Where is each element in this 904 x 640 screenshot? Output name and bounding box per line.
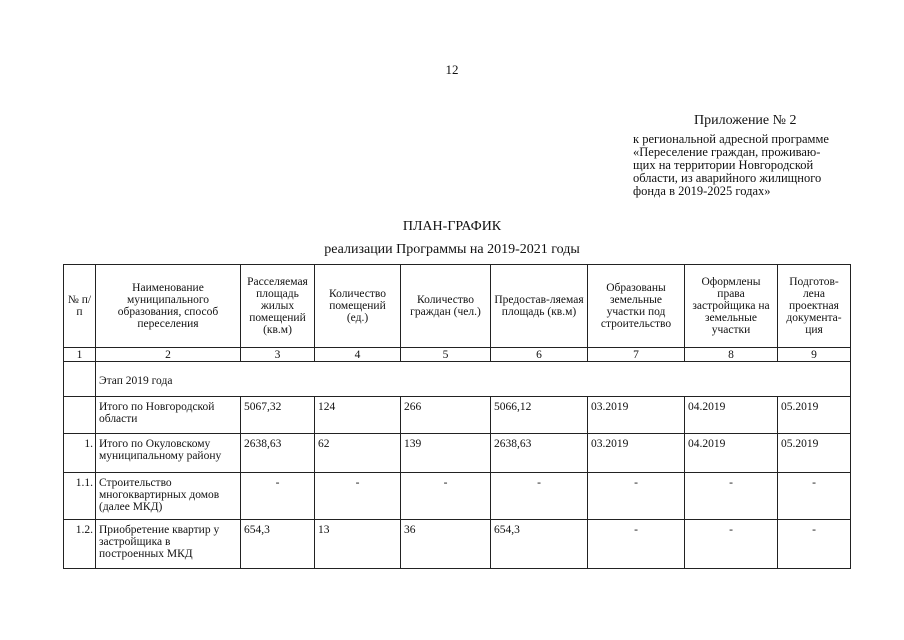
- header-cell-project-docs: Подготов-лена проектная документа-ция: [778, 265, 851, 348]
- row-rooms: -: [315, 473, 401, 520]
- annex-subtitle-line: «Переселение граждан, проживаю-: [633, 145, 821, 159]
- page-number: 12: [445, 62, 459, 77]
- row-citizens: -: [401, 473, 491, 520]
- header-cell-land-plots: Образованы земельные участки под строительство: [588, 265, 685, 348]
- row-citizens: 36: [401, 520, 491, 569]
- column-number: 3: [241, 348, 315, 362]
- row-project-docs: 05.2019: [778, 434, 851, 473]
- row-land-plots: 03.2019: [588, 397, 685, 434]
- annex-subtitle-line: к региональной адресной программе: [633, 132, 829, 146]
- row-provided-area: 654,3: [491, 520, 588, 569]
- row-citizens: 266: [401, 397, 491, 434]
- row-project-docs: 05.2019: [778, 397, 851, 434]
- row-developer-rights: -: [685, 473, 778, 520]
- row-provided-area: 2638,63: [491, 434, 588, 473]
- row-number: [64, 397, 96, 434]
- row-provided-area: -: [491, 473, 588, 520]
- column-number: 9: [778, 348, 851, 362]
- column-number: 5: [401, 348, 491, 362]
- row-developer-rights: -: [685, 520, 778, 569]
- row-number: 1.: [64, 434, 96, 473]
- column-number: 2: [96, 348, 241, 362]
- annex-subtitle-line: щих на территории Новгородской: [633, 158, 814, 172]
- column-number: 1: [64, 348, 96, 362]
- annex-title: Приложение № 2: [694, 113, 797, 128]
- row-rooms: 62: [315, 434, 401, 473]
- row-number: 1.2.: [64, 520, 96, 569]
- row-area: -: [241, 473, 315, 520]
- row-rooms: 13: [315, 520, 401, 569]
- header-cell-area: Расселяемая площадь жилых помещений (кв.м): [241, 265, 315, 348]
- column-number: 7: [588, 348, 685, 362]
- row-name: Приобретение квартир у застройщика в построенных МКД: [96, 520, 241, 569]
- header-row: [64, 265, 851, 348]
- row-citizens: 139: [401, 434, 491, 473]
- header-cell-number: № п/п: [64, 265, 96, 348]
- row-provided-area: 5066,12: [491, 397, 588, 434]
- plan-title: ПЛАН-ГРАФИК: [402, 219, 502, 234]
- column-number: 8: [685, 348, 778, 362]
- table-row: [64, 473, 851, 520]
- header-cell-rooms: Количество помещений (ед.): [315, 265, 401, 348]
- row-developer-rights: 04.2019: [685, 434, 778, 473]
- row-name: Итого по Окуловскому муниципальному району: [96, 434, 241, 473]
- column-number: 4: [315, 348, 401, 362]
- header-cell-developer-rights: Оформлены права застройщика на земельные участки: [685, 265, 778, 348]
- row-name: Итого по Новгородской области: [96, 397, 241, 434]
- table-row: [64, 520, 851, 569]
- row-rooms: 124: [315, 397, 401, 434]
- header-cell-name: Наименование муниципального образования, способ переселения: [96, 265, 241, 348]
- annex-subtitle-line: фонда в 2019-2025 годах»: [633, 184, 771, 198]
- row-name: Строительство многоквартирных домов (далее МКД): [96, 473, 241, 520]
- stage-row: [64, 362, 851, 397]
- row-project-docs: -: [778, 473, 851, 520]
- stage-label: Этап 2019 года: [96, 362, 851, 397]
- row-land-plots: -: [588, 520, 685, 569]
- row-project-docs: -: [778, 520, 851, 569]
- column-number: 6: [491, 348, 588, 362]
- header-cell-citizens: Количество граждан (чел.): [401, 265, 491, 348]
- annex-subtitle-line: области, из аварийного жилищного: [633, 171, 822, 185]
- row-number: 1.1.: [64, 473, 96, 520]
- row-developer-rights: 04.2019: [685, 397, 778, 434]
- annex-subtitle: [633, 133, 873, 198]
- row-land-plots: -: [588, 473, 685, 520]
- header-cell-provided-area: Предостав-ляемая площадь (кв.м): [491, 265, 588, 348]
- column-number-row: [64, 348, 851, 362]
- row-area: 5067,32: [241, 397, 315, 434]
- row-area: 654,3: [241, 520, 315, 569]
- row-land-plots: 03.2019: [588, 434, 685, 473]
- row-area: 2638,63: [241, 434, 315, 473]
- table-row: [64, 434, 851, 473]
- plan-table: [63, 264, 851, 569]
- stage-row-empty-cell: [64, 362, 96, 397]
- table-row: [64, 397, 851, 434]
- plan-subtitle: реализации Программы на 2019-2021 годы: [324, 242, 580, 257]
